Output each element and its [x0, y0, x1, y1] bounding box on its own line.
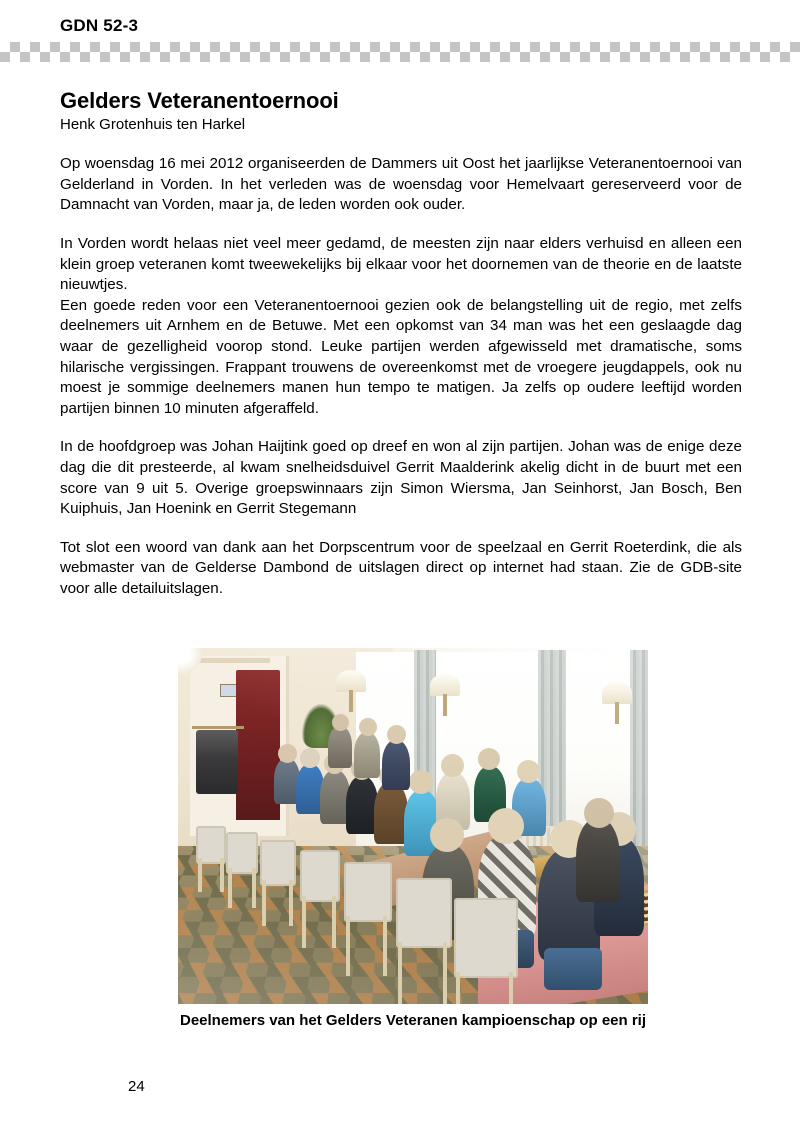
- photo-player-mid-1: [328, 726, 352, 768]
- photo-player-far-1-head: [278, 744, 297, 763]
- article-content: [60, 88, 742, 600]
- article-paragraph-1: Op woensdag 16 mei 2012 organiseerden de Dammers uit Oost het jaarlijkse Veteranentoernooi van Gelderland in Vorden. In het verleden was de woensdag voor Hemelvaart gereserveerd voor de Damnacht van Vorden, maar ja, de leden worden ook ouder.: [60, 155, 742, 214]
- photo-chair-2-leg: [252, 868, 256, 908]
- page-number: 24: [128, 1078, 145, 1095]
- photo-player-near-2-head: [488, 808, 524, 844]
- photo-player-far-2-head: [300, 748, 320, 768]
- photo-chair-2-leg: [228, 868, 232, 908]
- article-paragraph-4: In de hoofdgroep was Johan Haijtink goed op dreef en won al zijn partijen. Johan was de enige deze dag die dit presteerde, al kwam snelheidsduivel Gerrit Maalderink akelig dicht in de buurt met een score van 9 uit 5. Overige groepswinnaars zijn Simon Wiersma, Jan Seinhorst, Jan Bosch, Ben Kuiphuis, Jan Hoenink en Gerrit Stegemann: [60, 438, 742, 518]
- photo-player-far-5: [374, 782, 408, 844]
- article-paragraph-5: Tot slot een woord van dank aan het Dorpscentrum voor de speelzaal en Gerrit Roeterdink, die als webmaster van de Gelderse Dambond de uitslagen direct op internet had staan. Zie de GDB-site voor alle detailuitslagen.: [60, 538, 742, 597]
- photo-chair-1-leg: [198, 858, 202, 892]
- article-figure: [178, 648, 648, 1029]
- photo-player-mid-1-head: [332, 714, 349, 731]
- article-paragraph-3: Een goede reden voor een Veteranentoernooi gezien ook de belangstelling uit de regio, met zelfs deelnemers uit Arnhem en de Betuwe. Met een opkomst van 34 man was het een geslaagde dag waar de gezelligheid voorop stond. Leuke partijen werden afgewisseld met dramatische, soms hilarische vergissingen. Frappant trouwens de overeenkomst met de vroegere jeugdappels, ook nu moest je sommige deelnemers manen hun tempo te matigen. Ja zelfs op oudere leeftijd worden partijen binnen 10 minuten afgeraffeld.: [60, 296, 742, 417]
- photo-chair-4-leg: [302, 896, 306, 948]
- photo-hanging-coats: [196, 730, 238, 794]
- photo-chair-6-leg: [443, 942, 447, 1004]
- photo-wall-lamp-2: [430, 674, 460, 696]
- photo-chair-1-leg: [220, 858, 224, 892]
- photo-chair-3-leg: [262, 880, 266, 926]
- photo-shelf: [196, 658, 270, 663]
- article-paragraph-2: In Vorden wordt helaas niet veel meer gedamd, de meesten zijn naar elders verhuisd en alleen een klein groep veteranen komt tweewekelijks bij elkaar voor het doornemen van de theorie en de laatste nieuwtjes.: [60, 235, 742, 294]
- photo-chair-7-leg: [456, 972, 460, 1004]
- photo-chair-5: [344, 862, 392, 922]
- photo-player-mid-3-head: [387, 725, 406, 744]
- photo-player-near-3-jeans: [544, 948, 602, 990]
- photo-player-near-1-head: [430, 818, 464, 852]
- photo-player-mid-2-head: [359, 718, 377, 736]
- article-title: Gelders Veteranentoernooi: [60, 88, 339, 113]
- photo-wall-lamp-arm-1: [349, 690, 353, 712]
- photo-chair-4: [300, 850, 340, 902]
- page-header: [0, 0, 800, 66]
- photo-player-far-6-head: [409, 770, 433, 794]
- checkerboard-rule-divider: [0, 42, 800, 62]
- photo-wall-lamp-arm-2: [443, 694, 447, 716]
- photo-wall-lamp-arm-3: [615, 702, 619, 724]
- photo-draughts-hall: [178, 648, 648, 1004]
- photo-player-near-5-head: [584, 798, 614, 828]
- photo-chair-5-leg: [383, 916, 387, 976]
- photo-wall-lamp-1: [336, 670, 366, 692]
- figure-caption: Deelnemers van het Gelders Veteranen kampioenschap op een rij: [179, 1012, 647, 1029]
- photo-player-mid-3: [382, 740, 410, 790]
- photo-chair-6: [396, 878, 452, 948]
- photo-wall-lamp-3: [602, 682, 632, 704]
- photo-chair-5-leg: [346, 916, 350, 976]
- photo-chair-6-leg: [398, 942, 402, 1004]
- photo-player-mid-6-head: [517, 760, 540, 783]
- running-header-title: GDN 52-3: [60, 16, 139, 35]
- photo-chair-7-leg: [509, 972, 513, 1004]
- photo-coat-rail: [192, 726, 244, 729]
- photo-chair-4-leg: [332, 896, 336, 948]
- photo-chair-7: [454, 898, 518, 978]
- photo-player-mid-4-head: [441, 754, 464, 777]
- article-byline: Henk Grotenhuis ten Harkel: [60, 116, 246, 134]
- photo-player-mid-5-head: [478, 748, 500, 770]
- photo-chair-3-leg: [289, 880, 293, 926]
- photo-player-near-5: [576, 818, 620, 902]
- photo-player-mid-2: [354, 732, 380, 778]
